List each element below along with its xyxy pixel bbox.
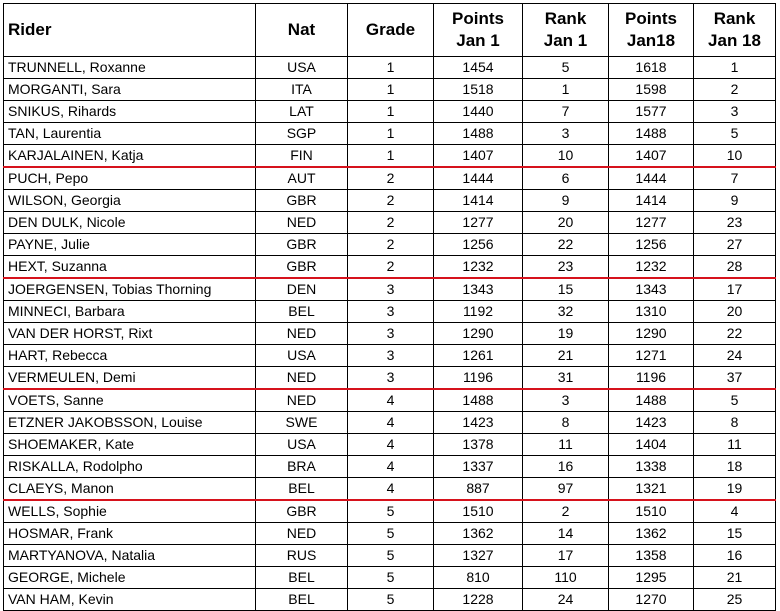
cell-rank-jan1: 3 <box>523 389 609 412</box>
cell-nat: FIN <box>256 145 348 168</box>
cell-points-jan18: 1358 <box>609 545 694 567</box>
cell-rank-jan18: 4 <box>694 500 776 523</box>
cell-rank-jan18: 22 <box>694 323 776 345</box>
cell-points-jan18: 1362 <box>609 523 694 545</box>
cell-grade: 4 <box>348 456 434 478</box>
cell-points-jan18: 1295 <box>609 567 694 589</box>
cell-grade: 5 <box>348 567 434 589</box>
cell-points-jan1: 1423 <box>434 412 523 434</box>
header-rank-jan1-line1: Rank <box>544 9 587 28</box>
cell-points-jan1: 1261 <box>434 345 523 367</box>
cell-rank-jan1: 2 <box>523 500 609 523</box>
cell-points-jan18: 1488 <box>609 389 694 412</box>
cell-nat: BEL <box>256 567 348 589</box>
cell-rider: PUCH, Pepo <box>4 167 256 190</box>
cell-grade: 3 <box>348 278 434 301</box>
table-row <box>4 367 776 390</box>
table-row <box>4 212 776 234</box>
table-row <box>4 589 776 611</box>
cell-points-jan18: 1510 <box>609 500 694 523</box>
table-row <box>4 145 776 168</box>
cell-nat: LAT <box>256 101 348 123</box>
cell-rank-jan1: 21 <box>523 345 609 367</box>
cell-grade: 2 <box>348 190 434 212</box>
cell-points-jan1: 1488 <box>434 389 523 412</box>
table-row <box>4 79 776 101</box>
cell-rider: MARTYANOVA, Natalia <box>4 545 256 567</box>
header-rider: Rider <box>4 4 256 57</box>
header-rank-jan1-line2: Jan 1 <box>543 31 588 50</box>
header-points-jan18-line2: Jan18 <box>626 31 676 50</box>
cell-points-jan18: 1343 <box>609 278 694 301</box>
table-row <box>4 57 776 79</box>
cell-rank-jan1: 24 <box>523 589 609 611</box>
rider-ranking-table <box>3 3 776 611</box>
cell-points-jan1: 1343 <box>434 278 523 301</box>
header-points-jan18-line1: Points <box>625 9 677 28</box>
cell-points-jan1: 810 <box>434 567 523 589</box>
cell-rank-jan1: 11 <box>523 434 609 456</box>
cell-rank-jan18: 37 <box>694 367 776 390</box>
table-row <box>4 323 776 345</box>
cell-grade: 4 <box>348 478 434 501</box>
cell-points-jan18: 1277 <box>609 212 694 234</box>
table-row <box>4 345 776 367</box>
cell-rider: DEN DULK, Nicole <box>4 212 256 234</box>
cell-points-jan18: 1577 <box>609 101 694 123</box>
cell-rank-jan1: 6 <box>523 167 609 190</box>
cell-nat: USA <box>256 434 348 456</box>
cell-grade: 4 <box>348 412 434 434</box>
table-row <box>4 389 776 412</box>
cell-nat: SGP <box>256 123 348 145</box>
table-row <box>4 101 776 123</box>
cell-nat: USA <box>256 345 348 367</box>
cell-points-jan18: 1310 <box>609 301 694 323</box>
table-row <box>4 545 776 567</box>
cell-rank-jan1: 8 <box>523 412 609 434</box>
cell-grade: 1 <box>348 57 434 79</box>
table-body <box>4 57 776 611</box>
cell-nat: BEL <box>256 478 348 501</box>
header-rank-jan18-line2: Jan 18 <box>708 31 761 50</box>
cell-rider: HOSMAR, Frank <box>4 523 256 545</box>
cell-rider: VAN DER HORST, Rixt <box>4 323 256 345</box>
cell-points-jan1: 1488 <box>434 123 523 145</box>
cell-points-jan18: 1290 <box>609 323 694 345</box>
cell-points-jan18: 1271 <box>609 345 694 367</box>
cell-rank-jan18: 16 <box>694 545 776 567</box>
cell-rank-jan18: 3 <box>694 101 776 123</box>
cell-rank-jan18: 9 <box>694 190 776 212</box>
cell-rank-jan18: 7 <box>694 167 776 190</box>
cell-rank-jan1: 22 <box>523 234 609 256</box>
cell-rank-jan18: 17 <box>694 278 776 301</box>
cell-rider: GEORGE, Michele <box>4 567 256 589</box>
cell-rider: VAN HAM, Kevin <box>4 589 256 611</box>
cell-points-jan1: 1192 <box>434 301 523 323</box>
cell-rank-jan1: 9 <box>523 190 609 212</box>
cell-nat: DEN <box>256 278 348 301</box>
cell-points-jan1: 1232 <box>434 256 523 279</box>
cell-nat: GBR <box>256 500 348 523</box>
cell-rank-jan1: 19 <box>523 323 609 345</box>
cell-rider: SNIKUS, Rihards <box>4 101 256 123</box>
cell-grade: 3 <box>348 367 434 390</box>
cell-points-jan1: 1440 <box>434 101 523 123</box>
table-row <box>4 234 776 256</box>
cell-rider: HEXT, Suzanna <box>4 256 256 279</box>
cell-rank-jan18: 28 <box>694 256 776 279</box>
cell-rank-jan1: 20 <box>523 212 609 234</box>
table-row <box>4 301 776 323</box>
cell-rank-jan1: 1 <box>523 79 609 101</box>
cell-points-jan18: 1423 <box>609 412 694 434</box>
cell-rider: HART, Rebecca <box>4 345 256 367</box>
cell-nat: RUS <box>256 545 348 567</box>
cell-grade: 2 <box>348 212 434 234</box>
cell-points-jan18: 1270 <box>609 589 694 611</box>
header-nat: Nat <box>256 4 348 57</box>
table-row <box>4 412 776 434</box>
table-row <box>4 456 776 478</box>
cell-grade: 2 <box>348 234 434 256</box>
cell-rider: PAYNE, Julie <box>4 234 256 256</box>
cell-points-jan18: 1404 <box>609 434 694 456</box>
cell-rank-jan18: 15 <box>694 523 776 545</box>
cell-nat: BEL <box>256 589 348 611</box>
cell-rider: MORGANTI, Sara <box>4 79 256 101</box>
cell-grade: 1 <box>348 145 434 168</box>
cell-rank-jan1: 16 <box>523 456 609 478</box>
cell-grade: 4 <box>348 434 434 456</box>
cell-rider: ETZNER JAKOBSSON, Louise <box>4 412 256 434</box>
cell-points-jan18: 1338 <box>609 456 694 478</box>
table-row <box>4 434 776 456</box>
header-rank-jan1 <box>523 4 609 57</box>
cell-points-jan18: 1256 <box>609 234 694 256</box>
cell-rider: WILSON, Georgia <box>4 190 256 212</box>
table-row <box>4 123 776 145</box>
cell-grade: 5 <box>348 545 434 567</box>
cell-rank-jan18: 24 <box>694 345 776 367</box>
table-row <box>4 567 776 589</box>
header-points-jan1-line2: Jan 1 <box>456 31 500 50</box>
cell-points-jan1: 1407 <box>434 145 523 168</box>
cell-points-jan18: 1414 <box>609 190 694 212</box>
cell-rank-jan1: 14 <box>523 523 609 545</box>
cell-rank-jan18: 1 <box>694 57 776 79</box>
cell-grade: 4 <box>348 389 434 412</box>
cell-rank-jan18: 5 <box>694 389 776 412</box>
cell-rank-jan18: 27 <box>694 234 776 256</box>
cell-points-jan18: 1488 <box>609 123 694 145</box>
header-grade: Grade <box>348 4 434 57</box>
cell-points-jan1: 1256 <box>434 234 523 256</box>
cell-points-jan1: 1518 <box>434 79 523 101</box>
cell-points-jan1: 1378 <box>434 434 523 456</box>
cell-points-jan1: 1454 <box>434 57 523 79</box>
cell-nat: GBR <box>256 190 348 212</box>
cell-rank-jan1: 17 <box>523 545 609 567</box>
cell-points-jan1: 1444 <box>434 167 523 190</box>
cell-nat: ITA <box>256 79 348 101</box>
cell-rank-jan18: 11 <box>694 434 776 456</box>
cell-rank-jan18: 2 <box>694 79 776 101</box>
cell-points-jan18: 1444 <box>609 167 694 190</box>
cell-rank-jan1: 97 <box>523 478 609 501</box>
cell-rank-jan18: 20 <box>694 301 776 323</box>
cell-nat: BEL <box>256 301 348 323</box>
cell-rank-jan1: 31 <box>523 367 609 390</box>
cell-points-jan1: 1362 <box>434 523 523 545</box>
cell-nat: NED <box>256 389 348 412</box>
table-row <box>4 256 776 279</box>
cell-grade: 1 <box>348 79 434 101</box>
cell-rider: TRUNNELL, Roxanne <box>4 57 256 79</box>
cell-points-jan1: 1510 <box>434 500 523 523</box>
cell-points-jan1: 1277 <box>434 212 523 234</box>
cell-points-jan18: 1407 <box>609 145 694 168</box>
cell-points-jan1: 1290 <box>434 323 523 345</box>
cell-nat: GBR <box>256 234 348 256</box>
cell-rank-jan1: 32 <box>523 301 609 323</box>
table-row <box>4 278 776 301</box>
header-row <box>4 4 776 57</box>
cell-rank-jan18: 23 <box>694 212 776 234</box>
cell-points-jan18: 1232 <box>609 256 694 279</box>
cell-rider: RISKALLA, Rodolpho <box>4 456 256 478</box>
cell-nat: AUT <box>256 167 348 190</box>
cell-rank-jan18: 8 <box>694 412 776 434</box>
cell-rank-jan18: 19 <box>694 478 776 501</box>
header-rank-jan18 <box>694 4 776 57</box>
header-points-jan1 <box>434 4 523 57</box>
header-rank-jan18-line1: Rank <box>713 9 756 28</box>
cell-nat: NED <box>256 212 348 234</box>
cell-rank-jan1: 23 <box>523 256 609 279</box>
cell-nat: NED <box>256 367 348 390</box>
cell-nat: USA <box>256 57 348 79</box>
cell-rank-jan1: 3 <box>523 123 609 145</box>
cell-grade: 2 <box>348 256 434 279</box>
cell-rank-jan1: 7 <box>523 101 609 123</box>
table-row <box>4 500 776 523</box>
cell-nat: GBR <box>256 256 348 279</box>
cell-nat: BRA <box>256 456 348 478</box>
table-row <box>4 478 776 501</box>
cell-rank-jan1: 5 <box>523 57 609 79</box>
cell-points-jan1: 1337 <box>434 456 523 478</box>
cell-grade: 1 <box>348 123 434 145</box>
cell-rank-jan18: 18 <box>694 456 776 478</box>
cell-rider: KARJALAINEN, Katja <box>4 145 256 168</box>
table-row <box>4 523 776 545</box>
cell-rank-jan1: 10 <box>523 145 609 168</box>
header-points-jan18 <box>609 4 694 57</box>
cell-points-jan18: 1321 <box>609 478 694 501</box>
cell-rank-jan18: 25 <box>694 589 776 611</box>
cell-points-jan1: 1327 <box>434 545 523 567</box>
cell-grade: 3 <box>348 323 434 345</box>
cell-rider: MINNECI, Barbara <box>4 301 256 323</box>
cell-nat: NED <box>256 323 348 345</box>
cell-rank-jan18: 5 <box>694 123 776 145</box>
cell-rider: TAN, Laurentia <box>4 123 256 145</box>
cell-grade: 5 <box>348 500 434 523</box>
cell-rider: JOERGENSEN, Tobias Thorning <box>4 278 256 301</box>
cell-rider: VERMEULEN, Demi <box>4 367 256 390</box>
cell-grade: 3 <box>348 345 434 367</box>
cell-nat: SWE <box>256 412 348 434</box>
cell-rider: VOETS, Sanne <box>4 389 256 412</box>
header-points-jan1-line1: Points <box>452 9 504 28</box>
cell-points-jan18: 1618 <box>609 57 694 79</box>
cell-points-jan1: 1414 <box>434 190 523 212</box>
cell-points-jan1: 887 <box>434 478 523 501</box>
cell-points-jan1: 1196 <box>434 367 523 390</box>
table-row <box>4 190 776 212</box>
cell-rank-jan18: 21 <box>694 567 776 589</box>
cell-points-jan18: 1598 <box>609 79 694 101</box>
cell-grade: 5 <box>348 589 434 611</box>
cell-grade: 2 <box>348 167 434 190</box>
cell-grade: 5 <box>348 523 434 545</box>
cell-grade: 3 <box>348 301 434 323</box>
cell-rank-jan1: 110 <box>523 567 609 589</box>
cell-rank-jan1: 15 <box>523 278 609 301</box>
cell-rider: CLAEYS, Manon <box>4 478 256 501</box>
cell-rider: SHOEMAKER, Kate <box>4 434 256 456</box>
cell-nat: NED <box>256 523 348 545</box>
cell-rank-jan18: 10 <box>694 145 776 168</box>
table-row <box>4 167 776 190</box>
cell-grade: 1 <box>348 101 434 123</box>
cell-rider: WELLS, Sophie <box>4 500 256 523</box>
cell-points-jan18: 1196 <box>609 367 694 390</box>
cell-points-jan1: 1228 <box>434 589 523 611</box>
